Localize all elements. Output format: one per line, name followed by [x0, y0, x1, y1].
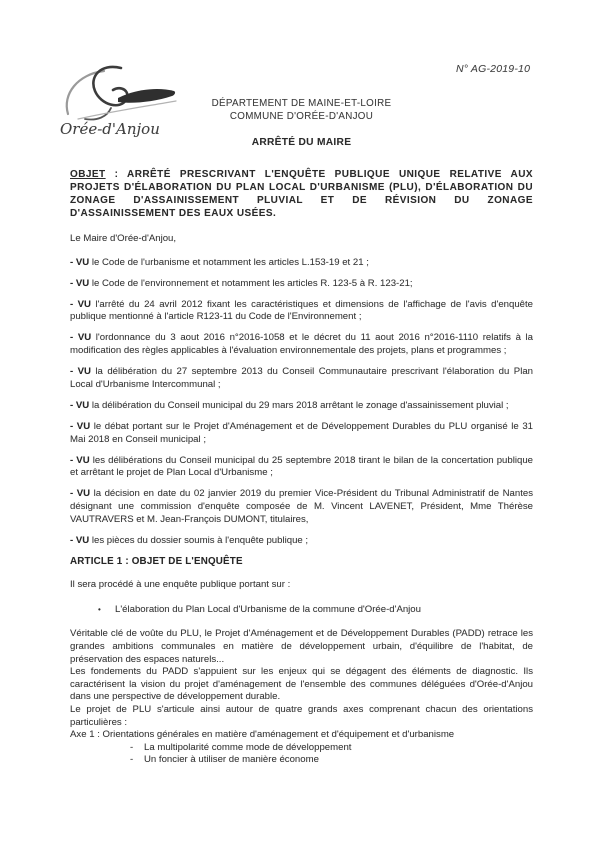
bullet-icon: •	[98, 604, 101, 614]
article1-paragraph-1: Véritable clé de voûte du PLU, le Projet d'Aménagement et de Développement Durables (PADD) retrace les grandes ambitions communales en matière de développement urbain, d'équilibre de l'habitat, de préservation des espaces naturels...	[70, 628, 533, 665]
objet-label: OBJET	[70, 169, 106, 180]
objet-paragraph	[70, 168, 533, 220]
commune-line: COMMUNE D'ORÉE-D'ANJOU	[229, 110, 374, 122]
bullet-item	[70, 604, 533, 617]
salutation: Le Maire d'Orée-d'Anjou,	[70, 233, 177, 244]
vu-item-5: - VU la délibération du 27 septembre 2013 du Conseil Communautaire prescrivant l'élaboration du Plan Local d'Urbanisme Intercommunal ;	[70, 366, 533, 390]
vu-item-9: - VU la décision en date du 02 janvier 2019 du premier Vice-Président du Tribunal Administratif de Nantes désignant une commission d'enquête composée de M. Vincent LAVENET, Président, Mme Thérèse VAUTRAVERS et M. Jean-François DUMONT, titulaires,	[70, 488, 534, 525]
vu-item-3: - VU l'arrêté du 24 avril 2012 fixant les caractéristiques et dimensions de l'affichage de l'avis d'enquête publique mentionné à l'article R123-11 du Code de l'Environnement ;	[70, 298, 534, 323]
vu-item-6: - VU la délibération du Conseil municipal du 29 mars 2018 arrêtant le zonage d'assainissement pluvial ;	[70, 399, 509, 411]
axe1-item-2-text: Un foncier à utiliser de manière économe	[144, 754, 319, 766]
axe1-item-2	[70, 754, 533, 767]
vu-item-8: - VU les délibérations du Conseil municipal du 25 septembre 2018 tirant le bilan de la concertation publique et arrêtant le projet de Plan Local d'Urbanisme ;	[70, 454, 534, 479]
article1-paragraph-3: Le projet de PLU s'articule ainsi autour de quatre grands axes comprenant chacun des orientations particulières :	[70, 704, 533, 728]
vu-item-1: - VU le Code de l'urbanisme et notamment les articles L.153-19 et 21 ;	[70, 256, 369, 268]
department-line: DÉPARTEMENT DE MAINE-ET-LOIRE	[211, 98, 392, 109]
reference-number: N° AG-2019-10	[456, 63, 531, 75]
bullet-item-text: L'élaboration du Plan Local d'Urbanisme de la commune d'Orée-d'Anjou	[115, 603, 421, 615]
vu-item-4: - VU l'ordonnance du 3 aout 2016 n°2016-1058 et le décret du 11 aout 2016 n°2016-1110 relatifs à la modification des règles applicables à l'évaluation environnementale des projets, plans et programmes ;	[70, 332, 534, 357]
document-header	[70, 98, 533, 148]
dash-icon: -	[130, 741, 134, 753]
axe1-heading: Axe 1 : Orientations générales en matière d'aménagement et d'équipement et d'urbanisme	[70, 729, 455, 741]
article1-paragraph-2: Les fondements du PADD s'appuient sur les enjeux qui se dégagent des éléments de diagnostic. Ils caractérisent la vision du projet d'aménagement de l'ensemble des communes déléguées d'Orée-d'Anjou dans une perspective de développement durable.	[70, 666, 533, 703]
vu-item-7: - VU le débat portant sur le Projet d'Aménagement et de Développement Durables du PLU organisé le 31 Mai 2018 en Conseil municipal ;	[70, 420, 533, 445]
vu-item-10: - VU les pièces du dossier soumis à l'enquête publique ;	[70, 534, 309, 546]
logo-wordmark: Orée-d'Anjou	[60, 120, 160, 138]
article1-intro: Il sera procédé à une enquête publique portant sur :	[70, 579, 291, 591]
vu-item-2: - VU le Code de l'environnement et notamment les articles R. 123-5 à R. 123-21;	[70, 277, 413, 289]
document-body	[70, 168, 533, 767]
axe1-item-1-text: La multipolarité comme mode de développement	[144, 741, 352, 753]
axe1-item-1	[70, 742, 533, 755]
article1-heading: ARTICLE 1 : OBJET DE L'ENQUÊTE	[70, 555, 243, 567]
dash-icon: -	[130, 754, 134, 766]
document-title: ARRÊTÉ DU MAIRE	[251, 137, 352, 148]
objet-text: : ARRÊTÉ PRESCRIVANT L'ENQUÊTE PUBLIQUE UNIQUE RELATIVE AUX PROJETS D'ÉLABORATION DU PLAN LOCAL D'URBANISME (PLU), D'ÉLABORATION DU ZONAGE D'ASSAINISSEMENT PLUVIAL ET DE RÉVISION DU ZONAGE D'ASSAINISSEMENT DES EAUX USÉES.	[70, 169, 533, 219]
